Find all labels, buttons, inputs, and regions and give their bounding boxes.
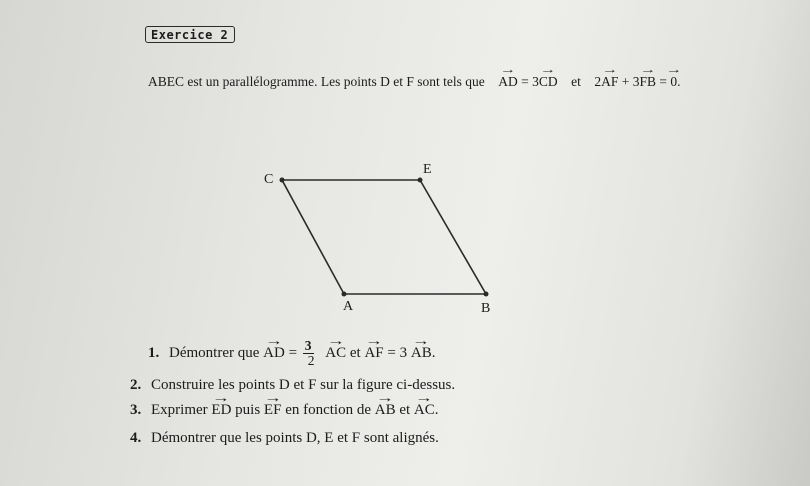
point-e bbox=[418, 178, 423, 183]
question-3-number: 3. bbox=[130, 402, 142, 418]
fraction-three-halves bbox=[303, 339, 320, 368]
question-3-text-d: et bbox=[399, 402, 411, 418]
vector-fb: → FB bbox=[639, 74, 656, 90]
statement-connector: et bbox=[571, 74, 581, 89]
question-1 bbox=[148, 339, 435, 368]
vector-ab: → AB bbox=[411, 345, 432, 362]
vector-ac: → AC bbox=[325, 345, 346, 362]
label-b: B bbox=[481, 301, 491, 316]
question-2 bbox=[130, 377, 455, 394]
statement-eq2-end: . bbox=[677, 74, 681, 89]
question-1-text-a: Démontrer que bbox=[169, 345, 260, 362]
question-2-text: Construire les points D et F sur la figure ci-dessus. bbox=[151, 377, 456, 393]
vector-af: → AF bbox=[601, 74, 618, 90]
vector-cd: → CD bbox=[539, 74, 558, 90]
vector-ef: → EF bbox=[264, 402, 282, 419]
label-c: C bbox=[264, 172, 274, 187]
exercise-title: Exercice 2 bbox=[145, 26, 235, 43]
parallelogram-abec bbox=[282, 180, 486, 294]
statement-eq2-op: + 3 bbox=[621, 74, 640, 89]
question-4-number: 4. bbox=[130, 430, 142, 446]
question-1-eq1: = bbox=[288, 345, 298, 362]
fraction-numerator: 3 bbox=[304, 338, 312, 353]
statement-eq2-coef: 2 bbox=[594, 74, 602, 89]
vector-ad: → AD bbox=[263, 345, 285, 362]
question-3-text-c: en fonction de bbox=[285, 402, 371, 418]
vector-ad: → AD bbox=[498, 74, 518, 90]
point-b bbox=[484, 292, 489, 297]
question-1-number: 1. bbox=[148, 345, 160, 362]
label-e: E bbox=[423, 162, 432, 177]
vector-af: → AF bbox=[364, 345, 383, 362]
statement-text: ABEC est un parallélogramme. Les points D et F sont tels que bbox=[148, 74, 485, 89]
question-3 bbox=[130, 402, 439, 419]
statement-eq2-eq: = bbox=[659, 74, 667, 89]
point-c bbox=[280, 178, 285, 183]
question-1-end: . bbox=[431, 345, 436, 362]
question-3-end: . bbox=[434, 402, 439, 418]
statement-eq1-op: = 3 bbox=[521, 74, 539, 89]
vector-ed: → ED bbox=[211, 402, 231, 419]
question-3-text-b: puis bbox=[235, 402, 261, 418]
question-4 bbox=[130, 430, 439, 447]
question-2-number: 2. bbox=[130, 377, 142, 393]
label-a: A bbox=[343, 299, 354, 314]
question-3-text-a: Exprimer bbox=[151, 402, 208, 418]
vector-zero: → 0 bbox=[670, 74, 677, 90]
vector-ac: → AC bbox=[414, 402, 435, 419]
point-a bbox=[342, 292, 347, 297]
question-4-text: Démontrer que les points D, E et F sont alignés. bbox=[151, 430, 439, 446]
question-1-eq2: = 3 bbox=[387, 345, 408, 362]
fraction-denominator: 2 bbox=[307, 353, 315, 369]
vector-ab: → AB bbox=[375, 402, 396, 419]
question-1-text-b: et bbox=[349, 345, 361, 362]
